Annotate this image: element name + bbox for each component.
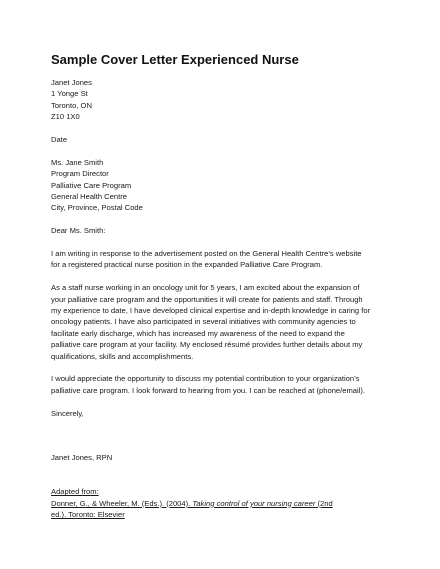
paragraph-line: qualifications, skills and accomplishments. [51, 351, 194, 361]
signature [51, 452, 396, 463]
recipient-program: Palliative Care Program [51, 180, 132, 190]
sender-address [51, 77, 396, 123]
reference-edition: (2nd [315, 498, 333, 508]
paragraph-line: As a staff nurse working in an oncology unit for 5 years, I am excited about the expansion of [51, 283, 360, 293]
paragraph-line: I would appreciate the opportunity to discuss my potential contribution to your organization’s [51, 374, 360, 384]
signature-space [51, 430, 396, 452]
sender-street: 1 Yonge St [51, 89, 88, 99]
reference-authors: Donner, G., & Wheeler, M. (Eds.). (2004). [51, 498, 193, 508]
sender-city: Toronto, ON [51, 100, 92, 110]
salutation [51, 225, 396, 236]
reference-space [51, 475, 396, 486]
recipient-address [51, 157, 396, 214]
recipient-location: City, Province, Postal Code [51, 203, 143, 213]
signature-text: Janet Jones, RPN [51, 453, 113, 463]
salutation-text: Dear Ms. Smith: [51, 226, 106, 236]
reference-line-1 [51, 498, 396, 509]
paragraph-experience [51, 282, 396, 362]
paragraph-line: I am writing in response to the advertisement posted on the General Health Centre’s website [51, 249, 362, 259]
reference-heading: Adapted from: [51, 487, 99, 497]
reference-line-2: ed.). Toronto: Elsevier [51, 510, 125, 520]
reference [51, 486, 396, 520]
recipient-title: Program Director [51, 169, 109, 179]
reference-book-title: Taking control of your nursing career [192, 498, 316, 508]
paragraph-line: palliative care program. I look forward to hearing from you. I can be reached at (phone/email). [51, 385, 366, 395]
recipient-name: Ms. Jane Smith [51, 157, 104, 167]
paragraph-line: facilitate early discharge, which has increased my awareness of the need to expand the [51, 328, 345, 338]
paragraph-intro [51, 248, 396, 271]
paragraph-line: my experience to date, I have developed clinical expertise and in-depth knowledge in caring for [51, 306, 371, 316]
paragraph-line: oncology patients. I have also participated in several initiatives with community agencies to [51, 317, 356, 327]
letter-body [51, 52, 396, 532]
date-label: Date [51, 135, 68, 145]
closing-text: Sincerely, [51, 408, 84, 418]
paragraph-line: your palliative care program and the opportunities it will create for patients and staff. Through [51, 294, 363, 304]
closing [51, 408, 396, 419]
sender-postal: Z10 1X0 [51, 112, 80, 122]
paragraph-line: palliative care program at your facility. My enclosed résumé provides further details about my [51, 340, 363, 350]
letter-date [51, 134, 396, 145]
paragraph-line: for a registered practical nurse position in the expanded Palliative Care Program. [51, 260, 323, 270]
recipient-organization: General Health Centre [51, 192, 127, 202]
paragraph-closing [51, 373, 396, 396]
sender-name: Janet Jones [51, 78, 92, 87]
document-title: Sample Cover Letter Experienced Nurse [51, 52, 299, 67]
